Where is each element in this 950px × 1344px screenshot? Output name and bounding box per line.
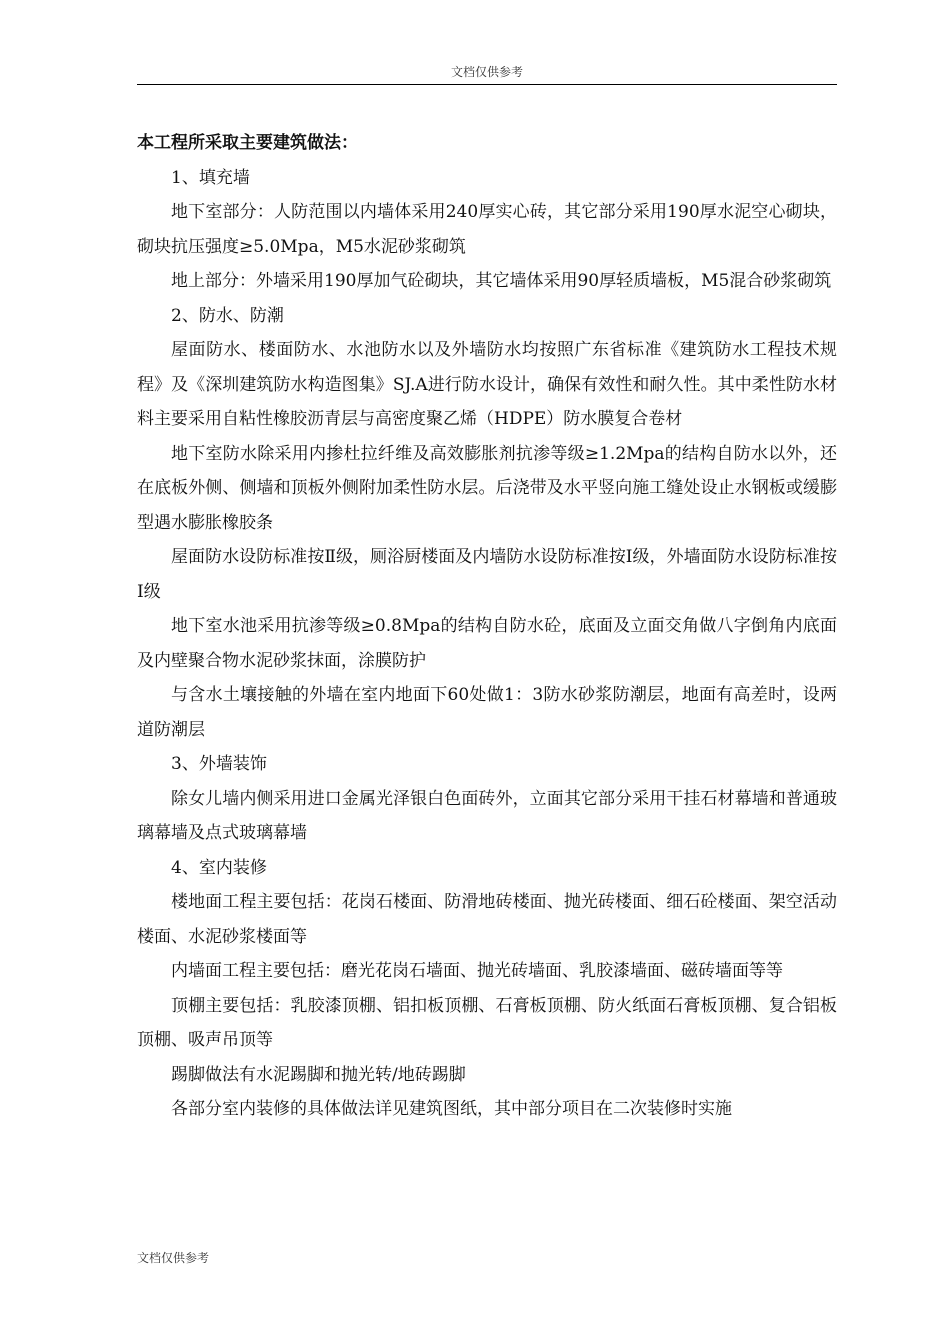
paragraph-interior-wall-finishes: 内墙面工程主要包括：磨光花岗石墙面、抛光砖墙面、乳胶漆墙面、磁砖墙面等等 — [171, 961, 783, 981]
paragraph-above-ground-walls: 地上部分：外墙采用190厚加气砼砌块，其它墙体采用90厚轻质墙板，M5混合砂浆砌筑 — [171, 271, 832, 291]
section-heading-waterproofing: 2、防水、防潮 — [171, 305, 284, 326]
paragraph-curtain-wall: 除女儿墙内侧采用进口金属光泽银白色面砖外，立面其它部分采用干挂石材幕墙和普通玻璃幕墙及点式玻璃幕墙 — [137, 788, 837, 843]
paragraph-interior-details: 各部分室内装修的具体做法详见建筑图纸，其中部分项目在二次装修时实施 — [171, 1099, 732, 1119]
page-header: 文档仅供参考 — [137, 62, 837, 85]
paragraph-floor-finishes: 楼地面工程主要包括：花岗石楼面、防滑地砖楼面、抛光砖楼面、细石砼楼面、架空活动楼面、水泥砂浆楼面等 — [137, 892, 837, 947]
paragraph-damp-proof-layer: 与含水土壤接触的外墙在室内地面下60处做1：3防水砂浆防潮层，地面有高差时，设两道防潮层 — [137, 685, 837, 740]
paragraph-basement-pool: 地下室水池采用抗渗等级≥0.8Mpa的结构自防水砼，底面及立面交角做八字倒角内底面及内壁聚合物水泥砂浆抹面，涂膜防护 — [137, 616, 837, 671]
section-heading-exterior-finish: 3、外墙装饰 — [171, 754, 267, 774]
page-footer: 文档仅供参考 — [137, 1251, 210, 1265]
paragraph-basement-waterproofing: 地下室防水除采用内掺杜拉纤维及高效膨胀剂抗渗等级≥1.2Mpa的结构自防水以外，还在底板外侧、侧墙和顶板外侧附加柔性防水层。后浇带及水平竖向施工缝处设止水钢板或缓膨型遇水膨胀橡胶条 — [137, 443, 837, 533]
paragraph-ceiling-finishes: 顶棚主要包括：乳胶漆顶棚、铝扣板顶棚、石膏板顶棚、防火纸面石膏板顶棚、复合铝板顶棚、吸声吊顶等 — [137, 995, 837, 1050]
document-body — [137, 126, 837, 1127]
paragraph-basement-walls: 地下室部分：人防范围以内墙体采用240厚实心砖，其它部分采用190厚水泥空心砌块，砌块抗压强度≥5.0Mpa，M5水泥砂浆砌筑 — [137, 202, 837, 257]
paragraph-skirting: 踢脚做法有水泥踢脚和抛光转/地砖踢脚 — [171, 1064, 466, 1085]
section-heading-interior-finish: 4、室内装修 — [171, 857, 267, 878]
paragraph-roof-waterproofing: 屋面防水、楼面防水、水池防水以及外墙防水均按照广东省标准《建筑防水工程技术规程》及《深圳建筑防水构造图集》SJ.A进行防水设计，确保有效性和耐久性。其中柔性防水材料主要采用自粘性橡胶沥青层与高密度聚乙烯（HDPE）防水膜复合卷材 — [137, 340, 837, 429]
document-title: 本工程所采取主要建筑做法： — [137, 133, 358, 153]
section-heading-infill-wall: 1、填充墙 — [171, 167, 250, 188]
paragraph-waterproof-grade: 屋面防水设防标准按Ⅱ级，厕浴厨楼面及内墙防水设防标准按Ⅰ级，外墙面防水设防标准按Ⅰ级 — [137, 547, 837, 602]
